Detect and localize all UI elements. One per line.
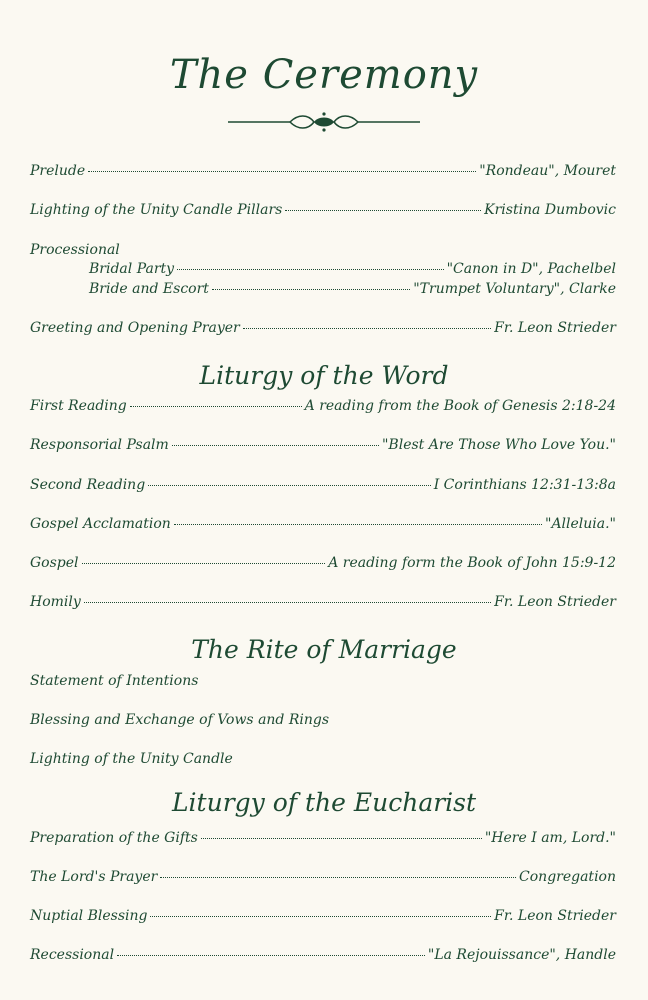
program-row-acclamation [30,516,616,532]
row-label: Homily [30,594,81,610]
row-value: I Corinthians 12:31-13:8a [433,477,616,493]
row-value: "Trumpet Voluntary", Clarke [413,281,616,297]
dot-leader [172,445,379,446]
program-row-bride-escort [89,281,616,297]
dot-leader [82,563,326,564]
row-value: "Alleluia." [545,516,616,532]
program-row-second-reading [30,477,616,493]
row-label: Gospel Acclamation [30,516,171,532]
program-row-psalm [30,437,616,453]
processional-label: Processional [30,242,120,258]
row-value: Fr. Leon Strieder [494,908,616,924]
marriage-unity-candle: Lighting of the Unity Candle [30,751,233,767]
marriage-vows: Blessing and Exchange of Vows and Rings [30,712,330,728]
row-value: Fr. Leon Strieder [494,594,616,610]
flourish-ornament-icon [228,110,420,134]
row-label: Recessional [30,947,115,963]
row-value: "Blest Are Those Who Love You." [381,437,616,453]
row-label: Lighting of the Unity Candle Pillars [30,202,283,218]
program-row-recessional [30,947,616,963]
dot-leader [212,289,410,290]
row-value: Kristina Dumbovic [484,202,616,218]
dot-leader [88,171,476,172]
dot-leader [201,838,482,839]
row-label: Prelude [30,163,86,179]
row-label: Greeting and Opening Prayer [30,320,240,336]
marriage-intentions: Statement of Intentions [30,673,199,689]
section-heading-word: Liturgy of the Word [199,361,449,390]
program-row-unity-pillars [30,202,616,218]
row-label: Nuptial Blessing [30,908,148,924]
dot-leader [84,602,491,603]
section-heading-marriage: The Rite of Marriage [191,635,457,664]
row-value: "Rondeau", Mouret [479,163,616,179]
row-label: Responsorial Psalm [30,437,169,453]
section-heading-eucharist: Liturgy of the Eucharist [171,788,477,817]
dot-leader [150,916,491,917]
program-row-homily [30,594,616,610]
row-value: A reading form the Book of John 15:9-12 [328,555,616,571]
dot-leader [130,406,302,407]
row-label: The Lord's Prayer [30,869,158,885]
row-label: Preparation of the Gifts [30,830,198,846]
row-label: Second Reading [30,477,146,493]
program-row-first-reading [30,398,616,414]
program-row-gifts [30,830,616,846]
program-row-prelude [30,163,616,179]
dot-leader [177,269,444,270]
row-value: "Here I am, Lord." [484,830,616,846]
program-row-nuptial-blessing [30,908,616,924]
program-row-greeting [30,320,616,336]
dot-leader [117,955,425,956]
program-row-lords-prayer [30,869,616,885]
dot-leader [174,524,542,525]
row-label: Bride and Escort [89,281,209,297]
program-row-gospel [30,555,616,571]
program-row-bridal-party [89,261,616,277]
row-value: "Canon in D", Pachelbel [446,261,616,277]
row-label: Gospel [30,555,79,571]
page-title: The Ceremony [169,52,479,98]
row-label: Bridal Party [89,261,175,277]
dot-leader [148,485,431,486]
dot-leader [160,877,516,878]
row-label: First Reading [30,398,127,414]
row-value: A reading from the Book of Genesis 2:18-24 [304,398,616,414]
row-value: "La Rejouissance", Handle [427,947,616,963]
dot-leader [243,328,491,329]
row-value: Fr. Leon Strieder [494,320,616,336]
dot-leader [285,210,481,211]
row-value: Congregation [519,869,616,885]
